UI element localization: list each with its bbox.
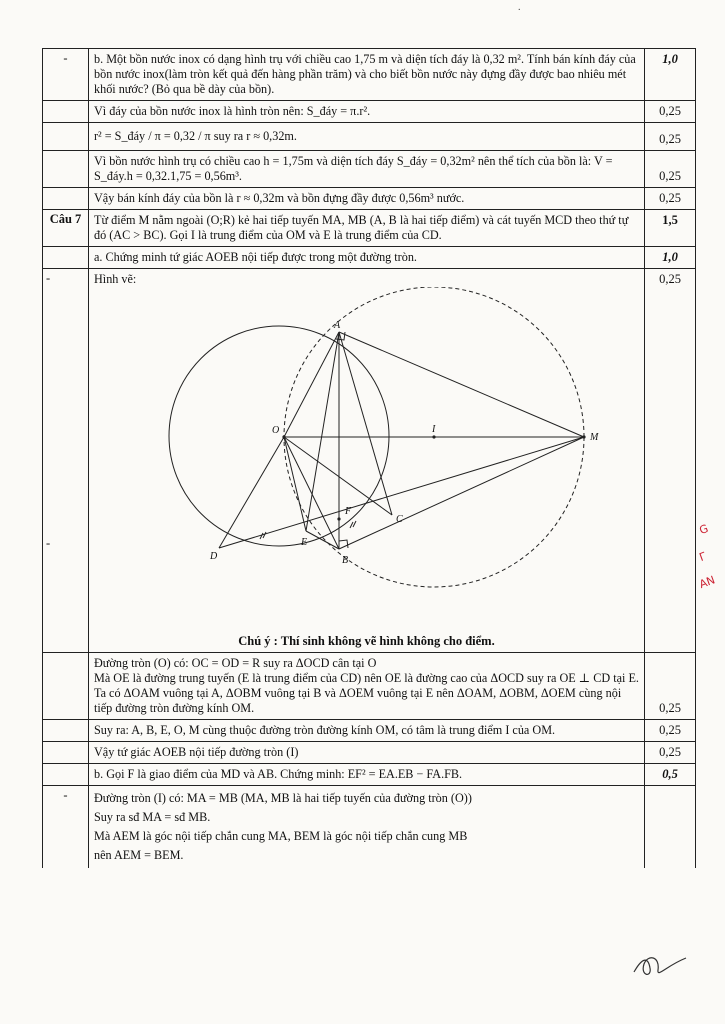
top-mark: . [518, 2, 521, 13]
row-marker [43, 653, 89, 719]
segment-ae [306, 332, 339, 531]
score: 0,25 [659, 104, 681, 118]
row-marker [43, 247, 89, 268]
score: 0,5 [662, 767, 678, 781]
stamp-fragment [699, 520, 725, 640]
row-marker [43, 269, 89, 652]
table-row [43, 786, 695, 868]
label-e: E [301, 537, 308, 548]
row-marker [43, 764, 89, 785]
step-text: Vậy bán kính đáy của bồn là r ≈ 0,32m và bồn đựng đầy được 0,56m³ nước. [89, 188, 645, 209]
question-b-text: b. Một bồn nước inox có dạng hình trụ với chiều cao 1,75 m và diện tích đáy là 0,32 m². Tính bán kính đáy của bồn nước inox(làm tròn kết quả đến hàng phần trăm) và cho biết bồn nước này đựng đầy được bao nhiêu mét khối nước? (Bỏ qua bề dày của bồn). [89, 49, 645, 100]
table-row [43, 101, 695, 123]
score: 0,25 [659, 745, 681, 759]
row-marker [43, 720, 89, 741]
step-text: Vì bồn nước hình trụ có chiều cao h = 1,75m và diện tích đáy S_đáy = 0,32m² nên thể tích của bồn là: V = S_đáy.h = 0,32.1,75 = 0,56m³. [89, 151, 645, 187]
table-row [43, 151, 695, 188]
label-m: M [590, 432, 599, 443]
circle-o [169, 326, 389, 546]
score: 1,0 [662, 250, 678, 264]
question-number: Câu 7 [43, 210, 89, 246]
table-row [43, 210, 695, 247]
tick-mark [350, 522, 353, 528]
row-marker [43, 151, 89, 187]
table-row [43, 49, 695, 101]
label-d: D [210, 551, 218, 562]
point-i [432, 435, 435, 438]
row-marker [43, 742, 89, 763]
point-m [582, 435, 585, 438]
score [645, 786, 695, 868]
table-row [43, 764, 695, 786]
segment-oc [284, 437, 392, 515]
step-text: Vì đáy của bồn nước inox là hình tròn nên: S_đáy = π.r². [89, 101, 645, 122]
proof-text: Suy ra: A, B, E, O, M cùng thuộc đường tròn đường kính OM, có tâm là trung điểm I của OM. [89, 720, 645, 741]
score: 0,25 [659, 272, 681, 286]
score: 0,25 [659, 169, 681, 183]
answer-key-table [42, 48, 696, 868]
point-o [282, 435, 285, 438]
score: 0,25 [659, 132, 681, 146]
geometry-figure [94, 287, 640, 632]
score: 0,25 [659, 701, 681, 715]
part-b-text: b. Gọi F là giao điểm của MD và AB. Chứng minh: EF² = EA.EB − FA.FB. [89, 764, 645, 785]
row-marker: - [43, 786, 89, 868]
part-a-text: a. Chứng minh tứ giác AOEB nội tiếp được trong một đường tròn. [89, 247, 645, 268]
label-f: F [345, 506, 352, 517]
label-i: I [432, 424, 436, 435]
row-marker [43, 188, 89, 209]
point-f [337, 517, 340, 520]
score: 0,25 [659, 191, 681, 205]
row-dot: - [46, 536, 51, 550]
label-c: C [396, 514, 403, 525]
table-row [43, 653, 695, 720]
table-row [43, 720, 695, 742]
proof-text: Đường tròn (O) có: OC = OD = R suy ra ΔOCD cân tại O Mà OE là đường trung tuyến (E là trung điểm của CD) nên OE là đường cao của ΔOCD suy ra OE ⊥ CD tại E. Ta có ΔOAM vuông tại A, ΔOBM vuông tại B và ΔOEM vuông tại E nên ΔOAM, ΔOBM, ΔOEM cùng nội tiếp đường tròn đường kính OM. [89, 653, 645, 719]
score: 0,25 [659, 723, 681, 737]
table-row [43, 742, 695, 764]
row-marker [43, 123, 89, 150]
proof-text: Vậy tứ giác AOEB nội tiếp đường tròn (I) [89, 742, 645, 763]
radius-ob [284, 437, 339, 549]
figure-heading: Hình vẽ: [94, 272, 137, 286]
tick-mark [260, 533, 263, 539]
figure-cell [89, 269, 645, 652]
row-marker [43, 101, 89, 122]
stamp-text: G [697, 521, 711, 538]
proof-text: Đường tròn (I) có: MA = MB (MA, MB là hai tiếp tuyến của đường tròn (O)) Suy ra sđ MA = sđ MB. Mà AEM là góc nội tiếp chắn cung MA, BEM là góc nội tiếp chắn cung MB nên AEM = BEM. [89, 786, 645, 868]
stamp-text: AN [697, 573, 717, 592]
table-row [43, 269, 695, 653]
label-a: A [334, 320, 341, 331]
geometry-diagram [94, 287, 640, 632]
table-row [43, 188, 695, 210]
row-marker: - [43, 49, 89, 100]
score: 1,5 [662, 213, 678, 227]
table-row [43, 123, 695, 151]
table-row [43, 247, 695, 269]
row-dot: - [46, 271, 51, 285]
question-7-text: Từ điểm M nằm ngoài (O;R) kẻ hai tiếp tuyến MA, MB (A, B là hai tiếp điểm) và cát tuyến MCD theo thứ tự đó (AC > BC). Gọi I là trung điểm của OM và E là trung điểm của CD. [89, 210, 645, 246]
signature [630, 948, 690, 982]
step-text: r² = S_đáy / π = 0,32 / π suy ra r ≈ 0,32m. [89, 123, 645, 150]
segment-ac [339, 332, 392, 515]
tick-mark [353, 521, 356, 527]
label-o: O [272, 425, 280, 436]
tangent-mb [339, 437, 584, 549]
label-b: B [342, 555, 349, 566]
figure-note: Chú ý : Thí sinh không vẽ hình không cho điểm. [238, 634, 495, 648]
score: 1,0 [662, 52, 678, 66]
stamp-text: Γ [697, 549, 708, 565]
